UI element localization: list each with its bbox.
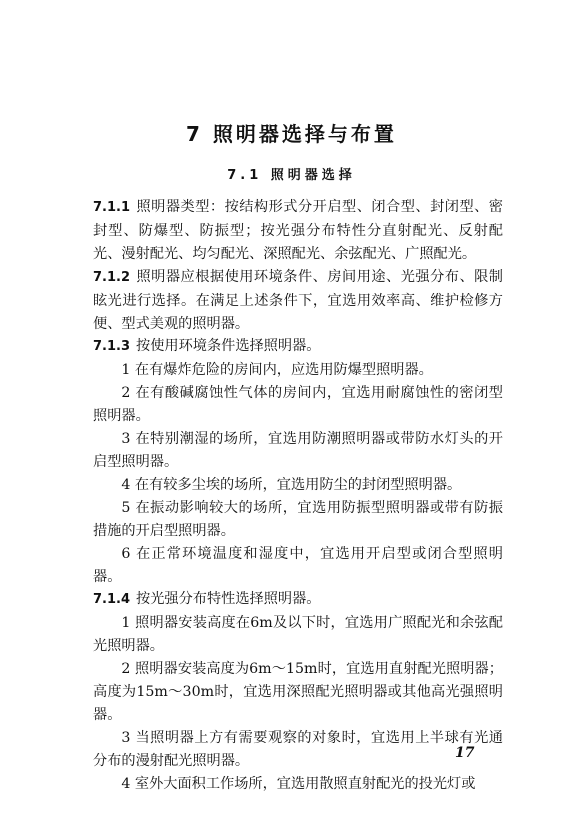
clause-text: 按使用环境条件选择照明器。 <box>136 338 321 355</box>
list-item: 6 在正常环境温度和湿度中，宜选用开启型或闭合型照明器。 <box>93 545 503 585</box>
clause-7-1-4 <box>93 588 503 612</box>
list-item: 4 在有较多尘埃的场所，宜选用防尘的封闭型照明器。 <box>121 476 462 493</box>
clause-number: 7.1.4 <box>93 592 131 608</box>
list-item: 5 在振动影响较大的场所，宜选用防振型照明器或带有防振措施的开启型照明器。 <box>93 499 503 539</box>
list-item: 1 在有爆炸危险的房间内，应选用防爆型照明器。 <box>121 362 433 379</box>
body-text <box>93 196 503 796</box>
clause-number: 7.1.3 <box>93 339 131 355</box>
list-item: 3 在特别潮湿的场所，宜选用防潮照明器或带防水灯头的开启型照明器。 <box>93 431 503 470</box>
list-item: 4 室外大面积工作场所，宜选用散照直射配光的投光灯或 <box>121 775 476 792</box>
section-title: 7.1 照明器选择 <box>227 168 356 183</box>
clause-number: 7.1.2 <box>93 269 131 285</box>
clause-7-1-1 <box>93 196 503 266</box>
list-item: 3 当照明器上方有需要观察的对象时，宜选用上半球有光通分布的漫射配光照明器。 <box>93 729 503 769</box>
page-number: 17 <box>455 745 475 761</box>
clause-text: 照明器类型：按结构形式分开启型、闭合型、封闭型、密封型、防爆型、防振型；按光强分布特性分直射配光、反射配光、漫射配光、均匀配光、深照配光、余弦配光、广照配光。 <box>93 199 503 262</box>
clause-text: 照明器应根据使用环境条件、房间用途、光强分布、限制眩光进行选择。在满足上述条件下，宜选用效率高、维护检修方便、型式美观的照明器。 <box>93 268 503 332</box>
chapter-title: 7 照明器选择与布置 <box>186 122 397 146</box>
clause-7-1-3 <box>93 335 503 359</box>
list-item: 2 在有酸碱腐蚀性气体的房间内，宜选用耐腐蚀性的密闭型照明器。 <box>93 385 503 425</box>
clause-number: 7.1.1 <box>93 200 131 215</box>
clause-text: 按光强分布特性选择照明器。 <box>136 591 321 608</box>
list-item: 1 照明器安装高度在6m及以下时，宜选用广照配光和余弦配光照明器。 <box>93 615 503 655</box>
clause-7-1-2 <box>93 266 503 336</box>
list-item: 2 照明器安装高度为6m～15m时，宜选用直射配光照明器；高度为15m～30m时，宜选用深照配光照明器或其他高光强照明器。 <box>93 661 503 723</box>
